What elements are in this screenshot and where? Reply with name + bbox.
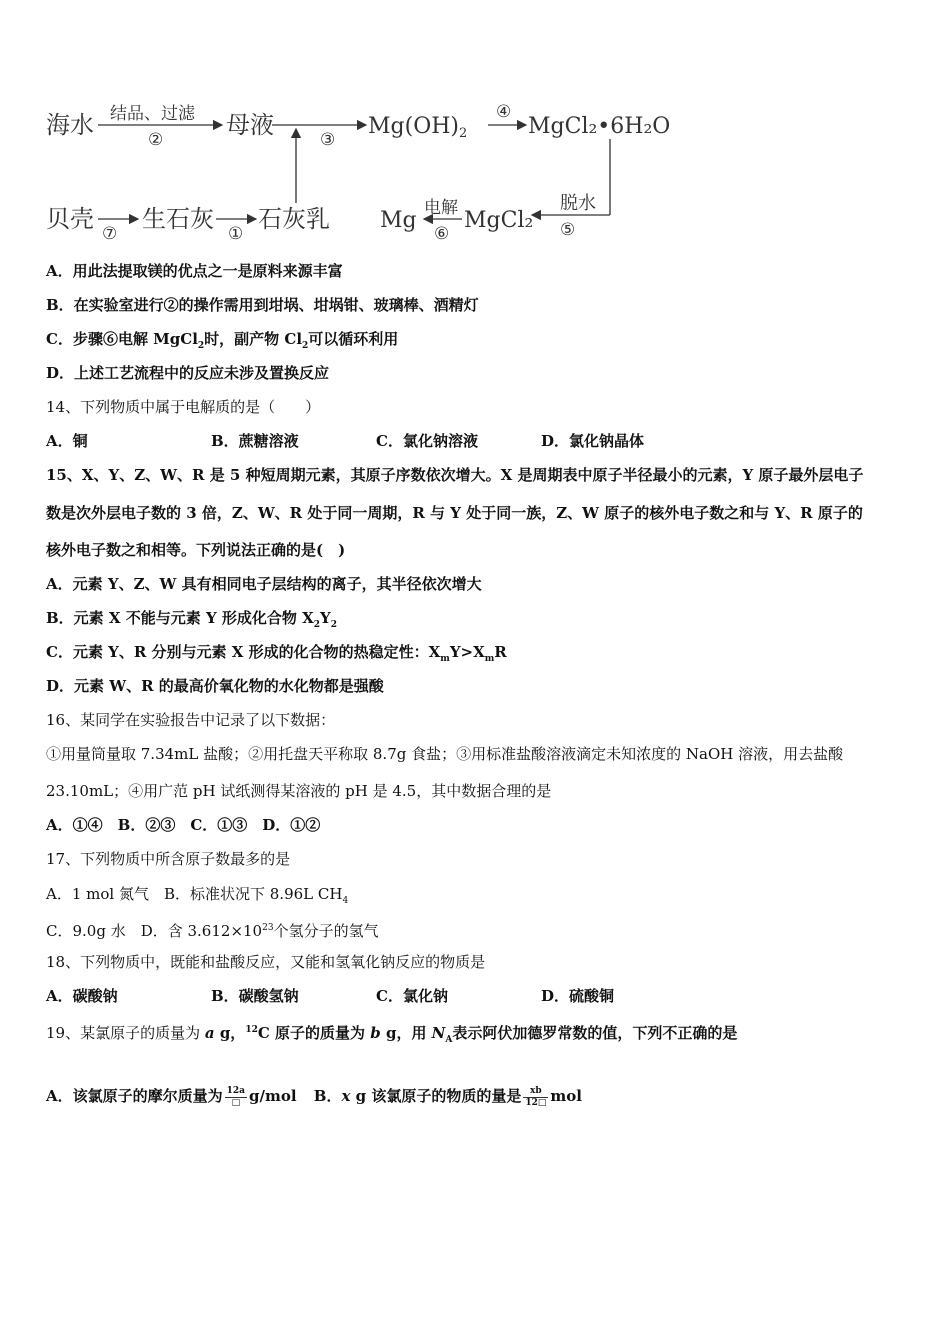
electrolysis-label: 电解 (424, 198, 458, 218)
step6-number: ⑥ (434, 224, 450, 244)
q15-c-sub1: m (440, 654, 450, 664)
q19-b-mid: g 该氯原子的物质的量是 (350, 1087, 522, 1105)
step3-number: ③ (320, 130, 336, 150)
q19-stem (46, 1020, 737, 1050)
mgcl2-hydrate-label: MgCl₂•6H₂O (528, 114, 671, 139)
step4-number: ④ (496, 102, 512, 122)
mgoh2-text: Mg(OH) (368, 114, 459, 139)
step2-label: 结品、过滤 (110, 104, 195, 124)
mother-liquor-label: 母液 (226, 111, 274, 139)
q13-option-c (46, 329, 398, 356)
q15-b-sub1: 2 (313, 620, 321, 630)
q16-line1: ①用量筒量取 7.34mL 盐酸；②用托盘天平称取 8.7g 食盐；③用标准盐酸溶液滴定未知浓度的 NaOH 溶液，用去盐酸 (46, 745, 844, 763)
q17-ab-text: A．1 mol 氮气 B．标准状况下 8.96L CH (46, 885, 343, 903)
quicklime-label: 生石灰 (142, 205, 214, 233)
q17-options-cd (46, 918, 379, 941)
q17-ab-sub: 4 (342, 896, 349, 906)
q19-stem-post: 表示阿伏加德罗常数的值，下列不正确的是 (452, 1024, 738, 1042)
q13-c-sub: 2 (197, 341, 205, 351)
q19-a-pre: A．该氯原子的摩尔质量为 (46, 1087, 223, 1105)
q15-option-d: D．元素 W、R 的最高价氧化物的水化物都是强酸 (46, 677, 384, 695)
q15-c-sub2: m (484, 654, 495, 664)
q17-cd-sup: 23 (262, 923, 274, 933)
q19-a: a (204, 1024, 215, 1042)
q14-option-d: D．氯化钠晶体 (541, 432, 645, 450)
mg-label: Mg (380, 208, 417, 233)
q17-cd-pre: C．9.0g 水 D．含 3.612×10 (46, 922, 263, 940)
q14-option-c: C．氯化钠溶液 (376, 432, 478, 450)
q15-c-pre: C．元素 Y、R 分别与元素 X 形成的化合物的热稳定性：X (46, 643, 441, 661)
q16-stem: 16、某同学在实验报告中记录了以下数据： (46, 711, 336, 729)
q18-option-a: A．碳酸钠 (46, 987, 118, 1005)
q13-c-mid: 时，副产物 Cl (204, 330, 303, 348)
q13-c-pre: C．步骤⑥电解 MgCl (46, 330, 198, 348)
q19-b-frac-num: xb (523, 1086, 548, 1098)
q19-b-unit: mol (550, 1087, 582, 1105)
q18-option-c: C．氯化钠 (376, 987, 448, 1005)
lime-milk-label: 石灰乳 (258, 205, 330, 233)
q19-options (46, 1076, 582, 1116)
q17-stem: 17、下列物质中所含原子数最多的是 (46, 850, 291, 868)
q19-na: N (431, 1024, 446, 1042)
q19-b-frac-den: 12□ (525, 1097, 547, 1108)
q19-a-frac-num: 12a (226, 1085, 245, 1096)
dehydration-label: 脱水 (560, 193, 596, 214)
shell-label: 贝壳 (46, 205, 94, 233)
q13-option-a: A．用此法提取镁的优点之一是原料来源丰富 (46, 262, 343, 280)
q15-b-mid: Y (320, 609, 331, 627)
q19-a-frac-den: □ (231, 1097, 241, 1108)
step7-number: ⑦ (102, 224, 118, 244)
step1-number: ① (228, 224, 244, 244)
q19-stem-g: g， (214, 1024, 246, 1042)
q15-option-b (46, 608, 337, 635)
q19-a-unit: g/mol (249, 1087, 297, 1105)
q18-option-b: B．碳酸氢钠 (211, 987, 299, 1005)
process-flow-diagram (40, 95, 700, 245)
q15-stem-line3: 核外电子数之和相等。下列说法正确的是( ) (46, 541, 346, 559)
q19-a-fraction (225, 1086, 247, 1109)
q15-stem-line2: 数是次外层电子数的 3 倍，Z、W、R 处于同一周期，R 与 Y 处于同一族，Z、W 原子的核外电子数之和与 Y、R 原子的 (46, 504, 863, 522)
q19-b-fraction (523, 1086, 548, 1109)
q15-b-pre: B．元素 X 不能与元素 Y 形成化合物 X (46, 609, 314, 627)
q19-stem-mid2: g，用 (380, 1024, 432, 1042)
q19-b: b (370, 1024, 381, 1042)
q14-option-b: B．蔗糖溶液 (211, 432, 299, 450)
q19-b-pre: B． (313, 1087, 342, 1105)
step5-number: ⑤ (560, 220, 576, 240)
q14-stem: 14、下列物质中属于电解质的是（ ） (46, 398, 321, 416)
q15-c-post: R (494, 643, 507, 661)
q16-options: A．①④ B．②③ C．①③ D．①② (46, 816, 321, 834)
seawater-label: 海水 (46, 111, 94, 139)
q14-options (46, 431, 644, 451)
mgcl2-label: MgCl₂ (464, 208, 534, 233)
q19-stem-pre: 19、某氯原子的质量为 (46, 1024, 205, 1042)
q19-sup12: 12 (245, 1025, 258, 1035)
q18-stem: 18、下列物质中，既能和盐酸反应，又能和氢氧化钠反应的物质是 (46, 953, 486, 971)
q18-options (46, 986, 614, 1006)
q14-option-a: A．铜 (46, 432, 88, 450)
q15-option-a: A．元素 Y、Z、W 具有相同电子层结构的离子，其半径依次增大 (46, 575, 482, 593)
mgoh2-subscript: 2 (459, 126, 468, 141)
q13-c-sub2: 2 (302, 341, 309, 351)
q19-b-x: x (341, 1087, 351, 1105)
q15-b-sub2: 2 (330, 620, 338, 630)
q19-na-sub: A (445, 1035, 453, 1045)
q13-c-post: 可以循环利用 (308, 330, 399, 348)
q13-option-d: D．上述工艺流程中的反应未涉及置换反应 (46, 364, 330, 382)
q15-c-mid: Y>X (449, 643, 485, 661)
q19-stem-mid: C 原子的质量为 (257, 1024, 371, 1042)
step2-number: ② (148, 130, 164, 150)
q15-option-c (46, 642, 507, 669)
mgoh2-label (368, 114, 467, 141)
q13-option-b: B．在实验室进行②的操作需用到坩埚、坩埚钳、玻璃棒、酒精灯 (46, 296, 479, 314)
q17-cd-post: 个氢分子的氢气 (273, 922, 379, 940)
q18-option-d: D．硫酸铜 (541, 987, 615, 1005)
q16-line2: 23.10mL；④用广范 pH 试纸测得某溶液的 pH 是 4.5，其中数据合理的是 (46, 782, 552, 800)
q17-options-ab (46, 884, 348, 911)
q15-stem-line1: 15、X、Y、Z、W、R 是 5 种短周期元素，其原子序数依次增大。X 是周期表中原子半径最小的元素，Y 原子最外层电子 (46, 466, 864, 484)
